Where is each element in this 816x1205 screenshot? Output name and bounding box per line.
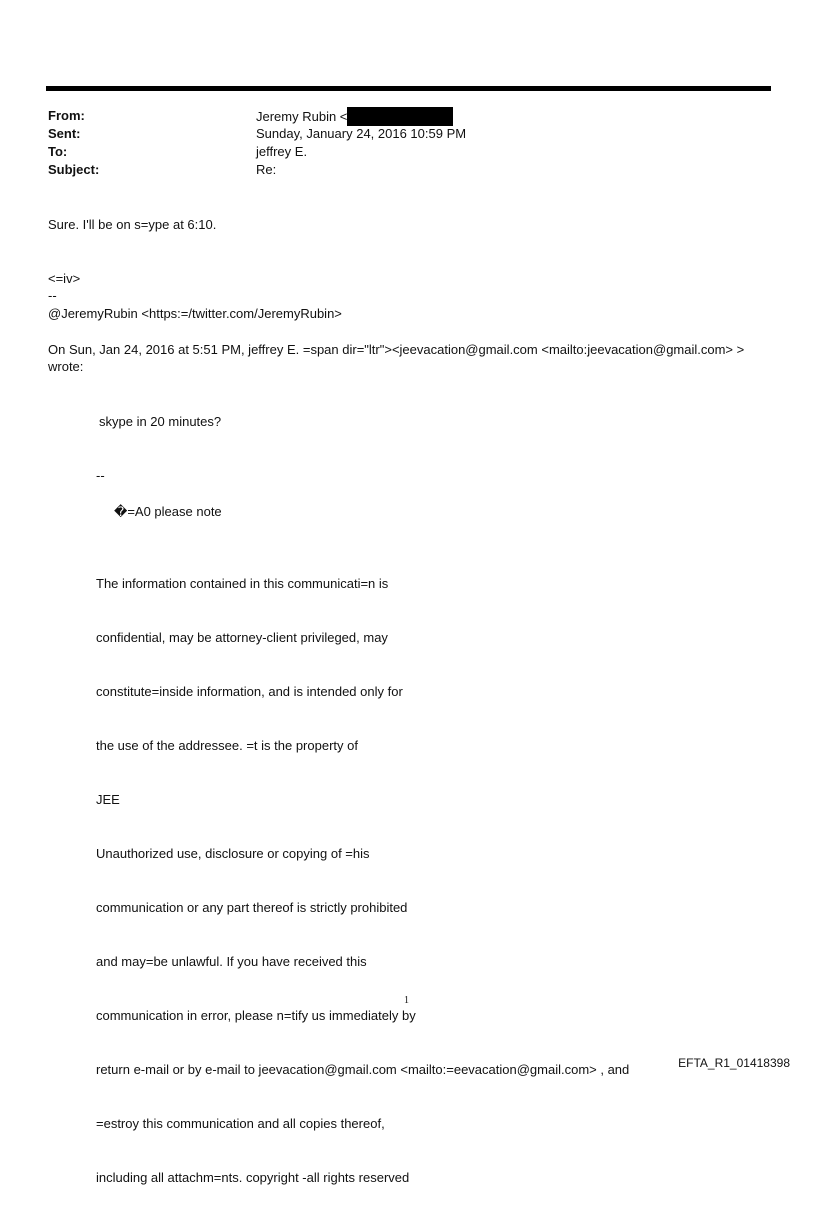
subject-row: [48, 161, 466, 179]
to-row: [48, 143, 466, 161]
redaction-box: [347, 107, 453, 126]
reply-text: Sure. I'll be on s=ype at 6:10.: [48, 217, 217, 232]
disclaimer-line: and may=be unlawful. If you have received this: [96, 954, 367, 969]
quoted-dash: --: [96, 468, 105, 483]
subject-value: Re:: [256, 162, 277, 177]
header-rule: [46, 86, 771, 91]
sent-label: Sent:: [48, 126, 81, 141]
disclaimer-line: confidential, may be attorney-client privileged, may: [96, 630, 388, 645]
email-header: [48, 107, 466, 179]
sent-value: Sunday, January 24, 2016 10:59 PM: [256, 126, 467, 141]
disclaimer-line: =estroy this communication and all copies thereof,: [96, 1116, 385, 1131]
from-row: [48, 107, 466, 125]
disclaimer-line: communication or any part thereof is strictly prohibited: [96, 900, 408, 915]
disclaimer-line: return e-mail or by e-mail to jeevacation@gmail.com <mailto:=eevacation@gmail.com> , and: [96, 1062, 630, 1077]
disclaimer-line: Unauthorized use, disclosure or copying of =his: [96, 846, 370, 861]
div-tag-text: <=iv>: [48, 271, 81, 286]
quoted-message: skype in 20 minutes?: [99, 414, 222, 429]
subject-label: Subject:: [48, 162, 100, 177]
from-label: From:: [48, 108, 85, 123]
to-label: To:: [48, 144, 68, 159]
document-id: EFTA_R1_01418398: [678, 1056, 790, 1070]
disclaimer-line: the use of the addressee. =t is the property of: [96, 738, 358, 753]
signature-dash: --: [48, 288, 57, 303]
disclaimer-line: JEE: [96, 792, 120, 807]
disclaimer-block: [96, 539, 629, 1205]
quote-intro-wrote: wrote:: [48, 359, 84, 374]
signature-twitter: @JeremyRubin <https:=/twitter.com/JeremyRubin>: [48, 306, 342, 321]
sent-row: [48, 125, 466, 143]
from-name: Jeremy Rubin <: [256, 109, 348, 124]
from-value: [256, 107, 453, 125]
disclaimer-line: The information contained in this communicati=n is: [96, 576, 389, 591]
disclaimer-line: including all attachm=nts. copyright -all rights reserved: [96, 1170, 410, 1185]
to-value: jeffrey E.: [256, 144, 308, 159]
quote-intro-line: On Sun, Jan 24, 2016 at 5:51 PM, jeffrey E. =span dir="ltr"><jeevacation@gmail.com <mailto:jeevacation@gmail.com> >: [48, 342, 745, 357]
disclaimer-line: constitute=inside information, and is intended only for: [96, 684, 403, 699]
page-number: 1: [404, 995, 409, 1006]
disclaimer-line: communication in error, please n=tify us immediately by: [96, 1008, 416, 1023]
please-note-line: �=A0 please note: [114, 504, 222, 519]
